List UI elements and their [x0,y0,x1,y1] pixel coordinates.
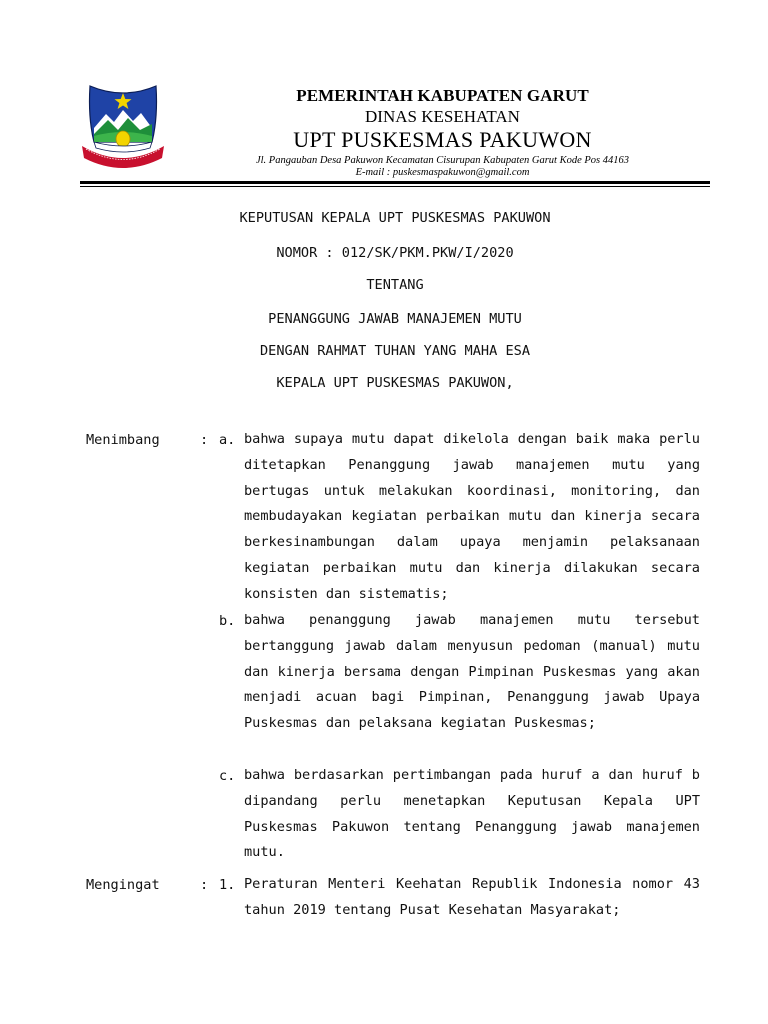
decree-head: KEPALA UPT PUSKESMAS PAKUWON, [276,375,514,391]
mengingat-marker-1: 1. [219,877,236,893]
letterhead-divider-thin [80,186,710,187]
letterhead-agency: DINAS KESEHATAN [365,107,520,126]
menimbang-marker-a: a. [219,432,236,448]
letterhead-government: PEMERINTAH KABUPATEN GARUT [296,86,589,105]
garut-regency-logo [80,84,166,176]
letterhead-address: Jl. Pangauban Desa Pakuwon Kecamatan Cisurupan Kabupaten Garut Kode Pos 44163 [255,155,630,166]
menimbang-colon: : [200,432,209,448]
letterhead-email: E-mail : puskesmaspakuwon@gmail.com [355,167,530,178]
decree-about: TENTANG [366,277,424,293]
decree-subject: PENANGGUNG JAWAB MANAJEMEN MUTU [268,311,522,327]
decree-grace: DENGAN RAHMAT TUHAN YANG MAHA ESA [259,343,531,359]
letterhead-unit: UPT PUSKESMAS PAKUWON [293,127,592,152]
decree-number: NOMOR : 012/SK/PKM.PKW/I/2020 [276,245,514,261]
menimbang-item-c: bahwa berdasarkan pertimbangan pada huruf a dan huruf b dipandang perlu menetapkan Keputusan Kepala UPT Puskesmas Pakuwon tentang Penanggung jawab manajemen mutu. [244,767,700,861]
menimbang-marker-b: b. [219,613,236,629]
menimbang-label: Menimbang [86,432,160,448]
menimbang-marker-c: c. [219,768,236,784]
mengingat-colon: : [200,877,209,893]
menimbang-item-a: bahwa supaya mutu dapat dikelola dengan baik maka perlu ditetapkan Penanggung jawab manajemen mutu yang bertugas untuk melakukan koordinasi, monitoring, dan membudayakan kegiatan perbaikan mutu dan kinerja secara berkesinambungan dalam upaya menjamin pelaksanaan kegiatan perbaikan mutu dan kinerja dilakukan secara konsisten dan sistematis; [244,431,700,602]
mengingat-item-1: Peraturan Menteri Keehatan Republik Indonesia nomor 43 tahun 2019 tentang Pusat Kesehatan Masyarakat; [244,876,700,918]
decree-title: KEPUTUSAN KEPALA UPT PUSKESMAS PAKUWON [239,210,551,226]
letterhead-divider-thick [80,181,710,184]
menimbang-item-b: bahwa penanggung jawab manajemen mutu tersebut bertanggung jawab dalam menyusun pedoman (manual) mutu dan kinerja bersama dengan Pimpinan Puskesmas yang akan menjadi acuan bagi Pimpinan, Penanggung jawab Upaya Puskesmas dan pelaksana kegiatan Puskesmas; [244,612,700,732]
mengingat-label: Mengingat [86,877,160,893]
